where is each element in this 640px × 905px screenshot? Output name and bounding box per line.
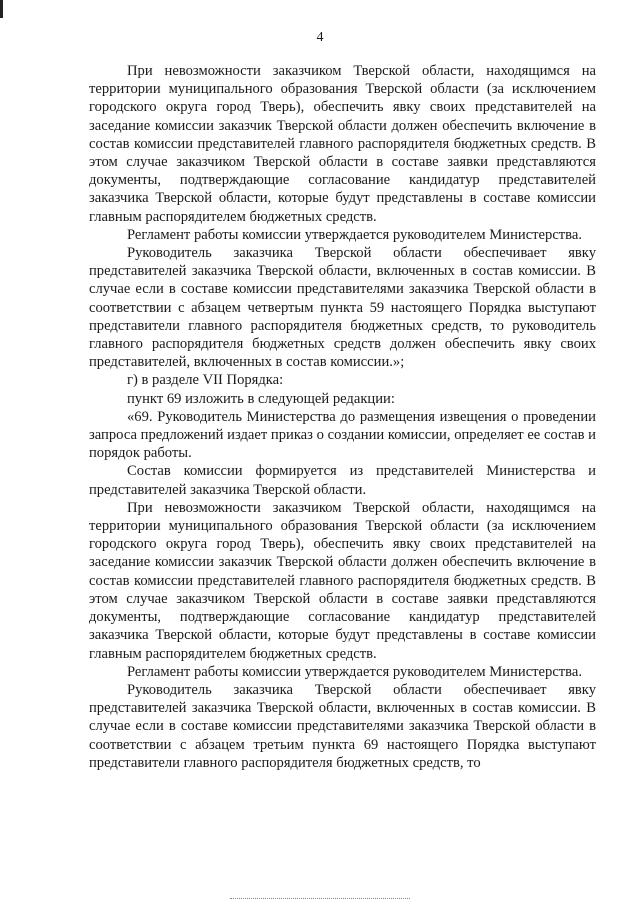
paragraph: Регламент работы комиссии утверждается руководителем Министерства.	[127, 226, 582, 243]
scan-bottom-mark	[230, 898, 410, 899]
paragraph: Руководитель заказчика Тверской области обеспечивает явку представителей заказчика Тверской области, включенных в состав комиссии. В случае если в составе комиссии представителями заказчика Тверской области в соответствии с абзацем третьим пункта 69 настоящего Порядка выступают представители главного распорядителя бюджетных средств, то	[89, 681, 596, 771]
document-body	[89, 62, 596, 772]
paragraph: пункт 69 изложить в следующей редакции:	[127, 390, 395, 407]
scan-edge-mark	[0, 0, 3, 18]
paragraph: При невозможности заказчиком Тверской области, находящимся на территории муниципального образования Тверской области (за исключением городского округа город Тверь), обеспечить явку своих представителей на заседание комиссии заказчик Тверской области должен обеспечить включение в состав комиссии представителей главного распорядителя бюджетных средств. В этом случае заказчиком Тверской области в составе заявки представляются документы, подтверждающие согласование кандидатур представителей заказчика Тверской области, которые будут представлены в составе комиссии главным распорядителем бюджетных средств.	[89, 63, 596, 225]
paragraph: «69. Руководитель Министерства до размещения извещения о проведении запроса предложений издает приказ о создании комиссии, определяет ее состав и порядок работы.	[89, 408, 596, 462]
paragraph: Регламент работы комиссии утверждается руководителем Министерства.	[127, 663, 582, 680]
paragraph: Руководитель заказчика Тверской области обеспечивает явку представителей заказчика Тверской области, включенных в состав комиссии. В случае если в составе комиссии представителями заказчика Тверской области в соответствии с абзацем четвертым пункта 59 настоящего Порядка выступают представители главного распорядителя бюджетных средств, то руководитель главного распорядителя бюджетных средств должен обеспечить явку своих представителей, включенных в состав комиссии.»;	[89, 245, 596, 371]
page-number: 4	[316, 30, 324, 45]
paragraph: г) в разделе VII Порядка:	[127, 372, 284, 389]
paragraph: Состав комиссии формируется из представителей Министерства и представителей заказчика Тверской области.	[89, 463, 596, 498]
paragraph: При невозможности заказчиком Тверской области, находящимся на территории муниципального образования Тверской области (за исключением городского округа город Тверь), обеспечить явку своих представителей на заседание комиссии заказчик Тверской области должен обеспечить включение в состав комиссии представителей главного распорядителя бюджетных средств. В этом случае заказчиком Тверской области в составе заявки представляются документы, подтверждающие согласование кандидатур представителей заказчика Тверской области, которые будут представлены в составе комиссии главным распорядителем бюджетных средств.	[89, 499, 596, 662]
